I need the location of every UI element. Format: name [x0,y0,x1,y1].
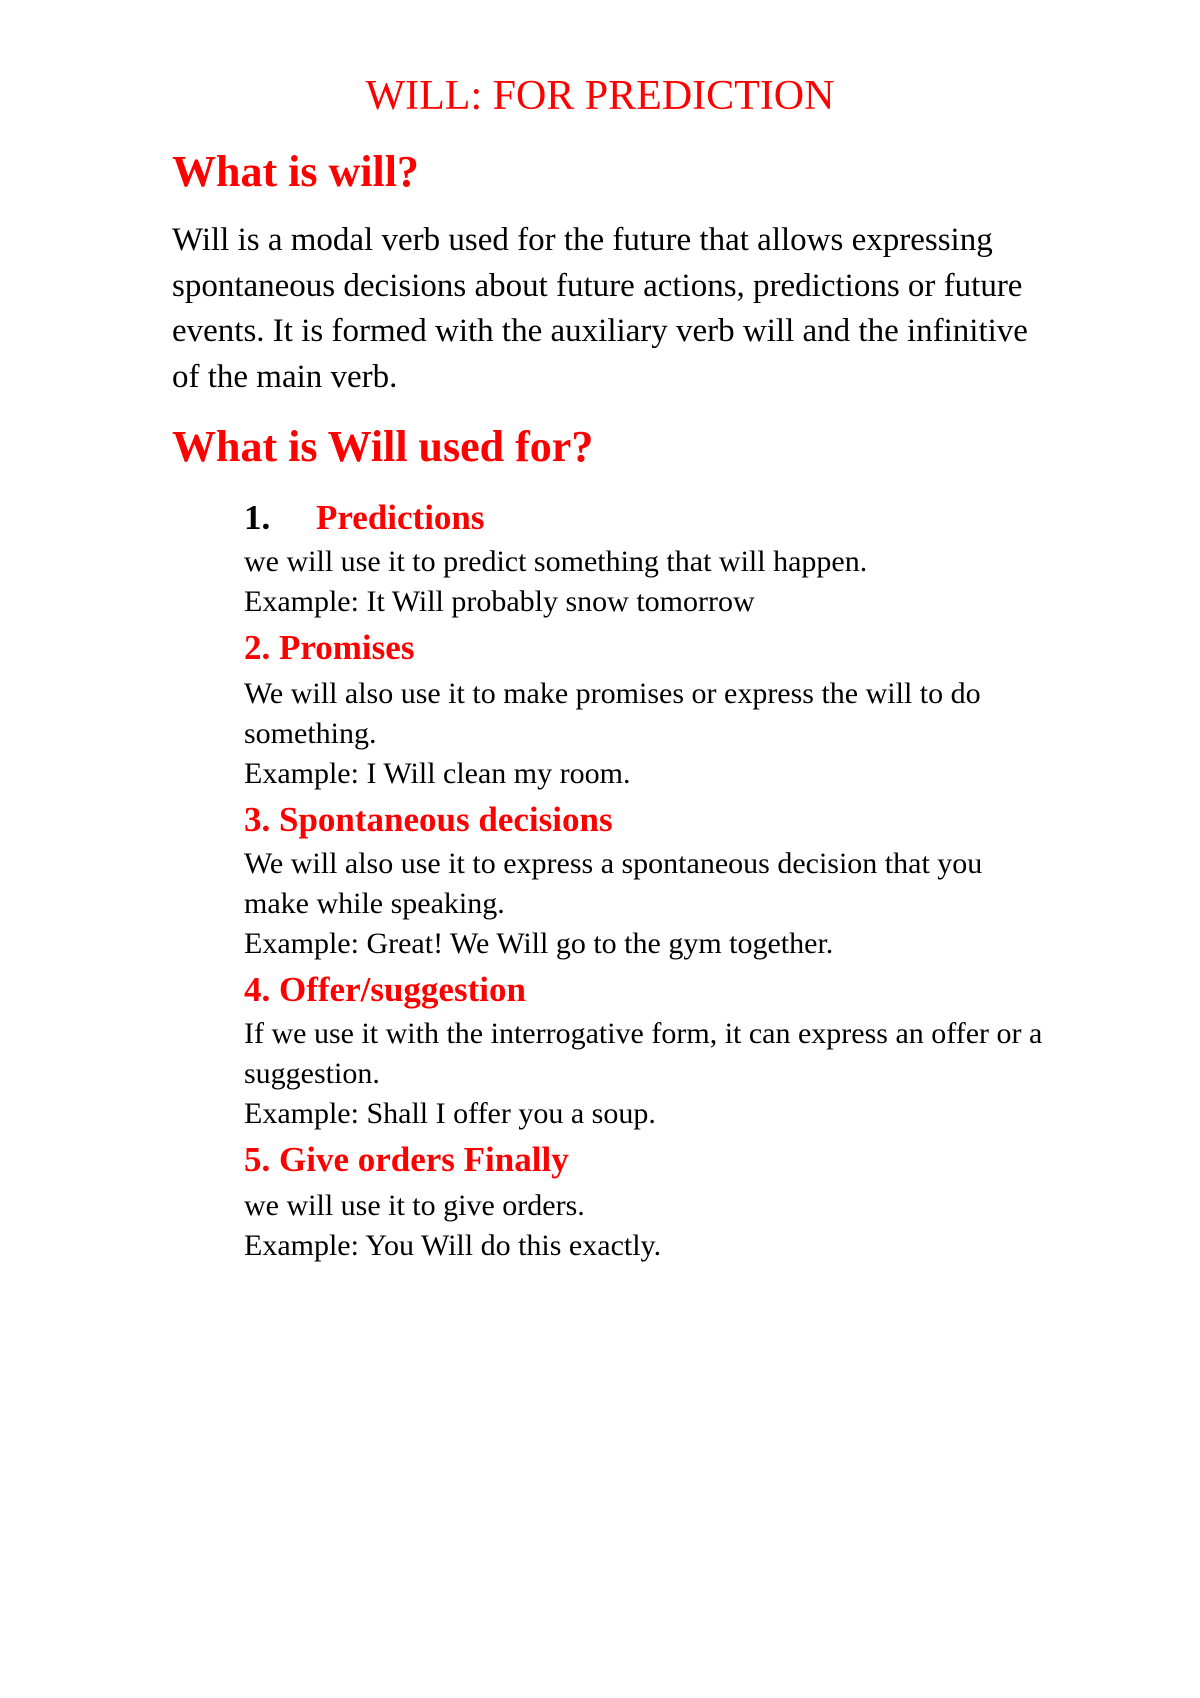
intro-paragraph: Will is a modal verb used for the future that allows expressing spontaneous decisions about future actions, predictions or future events. It is formed with the auxiliary verb will and the infinitive of the main verb. [172,222,1028,395]
item-example: Example: I Will clean my room. [244,757,631,790]
page-title: WILL: FOR PREDICTION [365,73,835,119]
section-heading-what-is-will: What is will? [172,147,419,196]
item-heading-label: Predictions [316,498,485,537]
item-heading-offer-suggestion: 4. Offer/suggestion [244,970,526,1009]
section-heading-uses: What is Will used for? [172,422,594,471]
item-description: If we use it with the interrogative form, it can express an offer or a suggestion. [244,1017,1043,1090]
item-description: we will use it to give orders. [244,1189,585,1222]
item-description: we will use it to predict something that will happen. [244,545,868,578]
item-example: Example: Shall I offer you a soup. [244,1097,656,1130]
item-number: 1. [244,498,271,537]
item-heading-give-orders: 5. Give orders Finally [244,1140,569,1179]
item-example: Example: You Will do this exactly. [244,1229,662,1262]
item-example: Example: It Will probably snow tomorrow [244,585,755,618]
item-description: We will also use it to make promises or express the will to do something. [244,677,981,750]
item-heading-promises: 2. Promises [244,628,415,667]
item-example: Example: Great! We Will go to the gym together. [244,927,834,960]
item-description: We will also use it to express a spontaneous decision that you make while speaking. [244,847,983,920]
item-heading-spontaneous-decisions: 3. Spontaneous decisions [244,800,613,839]
item-heading-predictions [244,496,485,540]
